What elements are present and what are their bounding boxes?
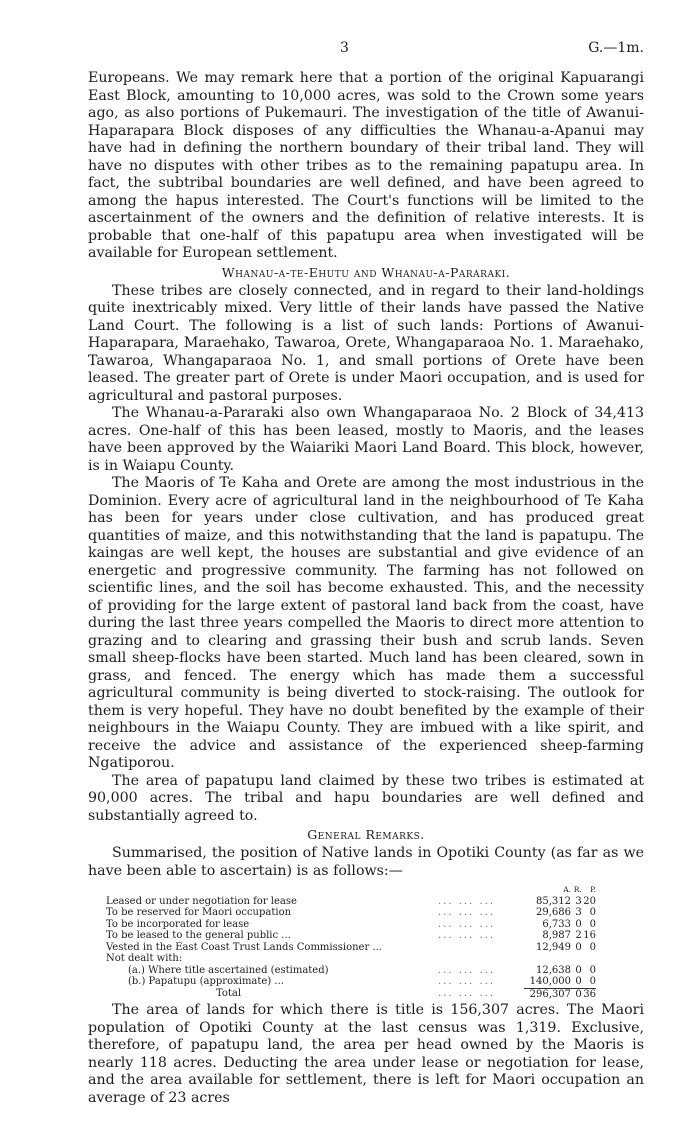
table-row: To be leased to the general public ... ... ... ... 8,987 2 16 — [106, 930, 596, 941]
table-row: Leased or under negotiation for lease ... ... ... 85,312 3 20 — [106, 895, 596, 907]
section-heading-whanau: Whanau-a-te-Ehutu and Whanau-a-Pararaki. — [221, 264, 511, 280]
unit-acres: A. — [563, 885, 572, 894]
units-row — [106, 884, 596, 896]
page-number: 3 — [340, 40, 349, 56]
page-header — [88, 40, 644, 60]
paragraph-5: The area of papatupu land claimed by these two tribes is estimated at 90,000 acres. The tribal and hapu boundaries are well defined and substantially agreed to. — [88, 772, 644, 824]
body-text — [88, 70, 644, 1107]
table-row: (a.) Where title ascertained (estimated) ... ... ... 12,638 0 0 — [128, 964, 596, 976]
paragraph-3: The Whanau-a-Pararaki also own Whangaparaoa No. 2 Block of 34,413 acres. One-half of this has been leased, mostly to Maoris, and the leases have been approved by the Waiariki Maori Land Board. This block, however, is in Waiapu County. — [88, 405, 644, 474]
table-row: To be reserved for Maori occupation ... ... ... 29,686 3 0 — [106, 907, 596, 918]
table-row: Not dealt with: — [106, 953, 183, 964]
paragraph-1: Europeans. We may remark here that a portion of the original Kapuarangi East Block, amounting to 10,000 acres, was sold to the Crown some years ago, as also portions of Pukemauri. The investigation of the title of Awanui-Haparapara Block disposes of any difficulties the Whanau-a-Apanui may have had in defining the northern boundary of their tribal land. They will have no disputes with other tribes as to the remaining papatupu area. In fact, the subtribal boundaries are well defined, and have been agreed to among the hapus interested. The Court's functions will be limited to the ascertainment of the owners and the definition of relative interests. It is probable that one-half of this papatupu area when investigated will be available for European settlement. — [88, 70, 644, 261]
paragraph-4: The Maoris of Te Kaha and Orete are among the most industrious in the Dominion. Every acre of agricultural land in the neighbourhood of Te Kaha has been for years under close cultivation, and has produced great quantities of maize, and this notwithstanding that the land is papatupu. The kaingas are well kept, the houses are substantial and give evidence of an energetic and progressive community. The farming has not followed on scientific lines, and the soil has become exhausted. This, and the necessity of providing for the large extent of pastoral land back from the coast, have during the last three years compelled the Maoris to direct more attention to grazing and to clearing and grassing their bush and scrub lands. Seven small sheep-flocks have been started. Much land has been cleared, sown in grass, and fenced. The energy which has made them a successful agricultural community is being diverted to stock-raising. The outlook for them is very hopeful. They have no doubt benefited by the example of their neighbours in the Waiapu County. They are imbued with a like spirit, and receive the advice and assistance of the experienced sheep-farming Ngatiporou. — [88, 475, 644, 771]
section-heading-general-remarks: General Remarks. — [307, 827, 425, 842]
total-row: Total ... ... ... 296,307 0 36 — [216, 988, 596, 1000]
paragraph-6: Summarised, the position of Native lands in Opotiki County (as far as we have been able to ascertain) is as follows:— — [88, 845, 644, 879]
paragraph-7: The area of lands for which there is title is 156,307 acres. The Maori population of Opotiki County at the last census was 1,319. Exclusive, therefore, of papatupu land, the area per head owned by the Maoris is nearly 118 acres. Deducting the area under lease or negotiation for lease, and the area available for settlement, there is left for Maori occupation an average of 23 acres — [88, 1002, 644, 1106]
table-row: Vested in the East Coast Trust Lands Commissioner ... 12,949 0 0 — [106, 941, 596, 953]
document-reference: G.—1m. — [588, 40, 644, 56]
table-row: (b.) Papatupu (approximate) ... ... ... ... 140,000 0 0 — [128, 976, 596, 988]
table-row: To be incorporated for lease ... ... ... 6,733 0 0 — [106, 918, 596, 930]
land-summary-table — [106, 884, 596, 1000]
unit-perches: P. — [590, 885, 596, 894]
paragraph-2: These tribes are closely connected, and in regard to their land-holdings quite inextricably mixed. Very little of their lands have passed the Native Land Court. The following is a list of such lands: Portions of Awanui-Haparapara, Maraehako, Tawaroa, Orete, Whangaparaoa No. 1. Maraehako, Tawaroa, Whangaparaoa No. 1, and small portions of Orete have been leased. The greater part of Orete is under Maori occupation, and is used for agricultural and pastoral purposes. — [88, 282, 644, 404]
unit-roods: R. — [573, 885, 582, 894]
